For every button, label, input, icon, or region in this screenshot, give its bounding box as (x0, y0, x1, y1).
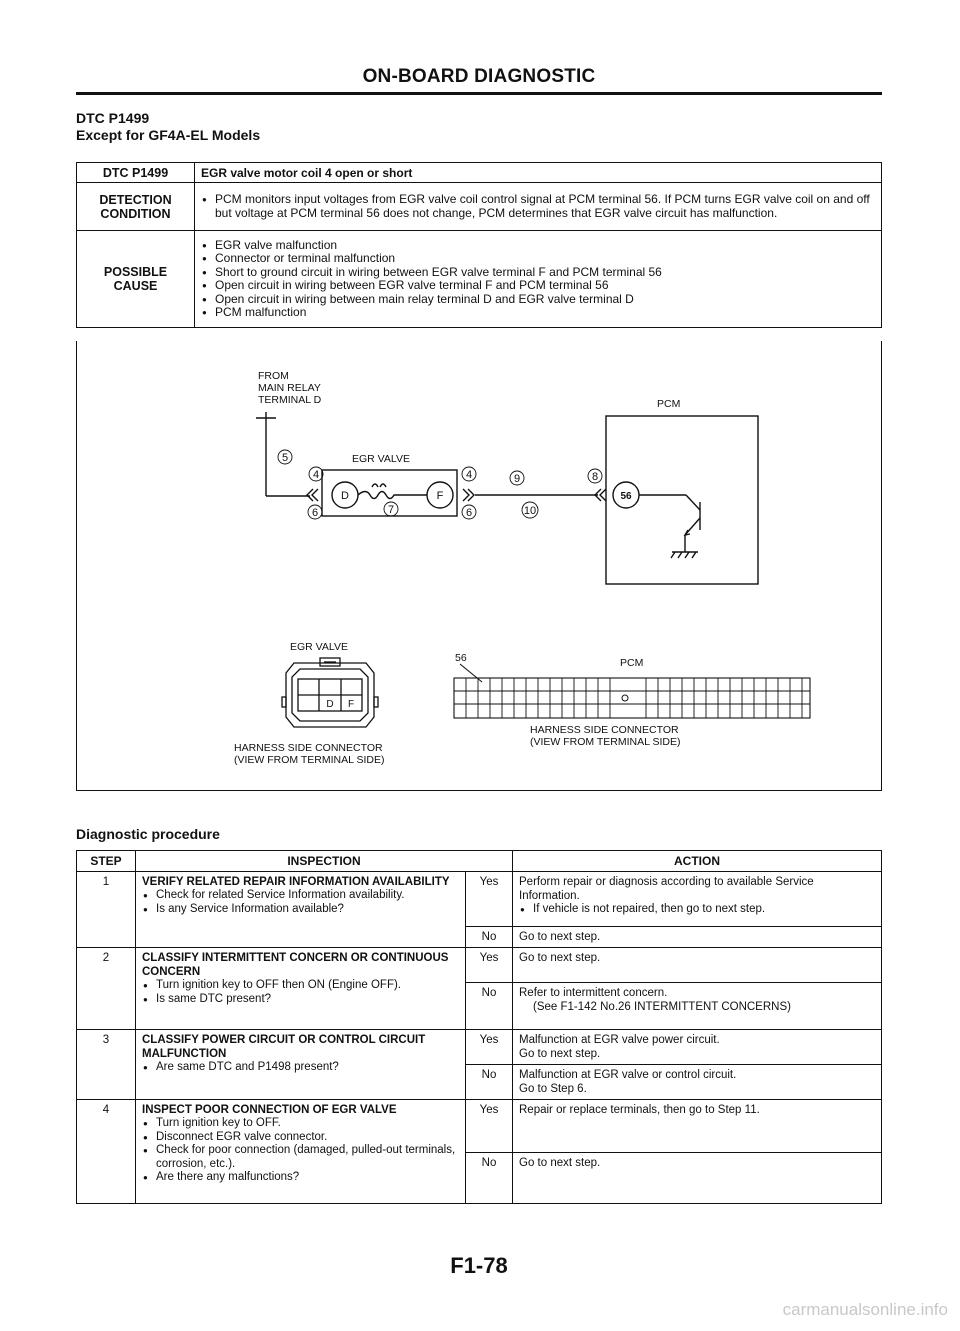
answer-no: No (466, 983, 513, 1030)
egr-pin-f: F (347, 699, 355, 710)
page-header: ON-BOARD DIAGNOSTIC (362, 66, 596, 87)
action-text: Perform repair or diagnosis according to available Service Information. (519, 876, 814, 902)
callout-7: 7 (387, 504, 395, 516)
procedure-title: Diagnostic procedure (76, 826, 220, 842)
action-text: Malfunction at EGR valve or control circuit. (519, 1069, 737, 1081)
action-no (513, 983, 882, 1030)
inspection-item: ● Turn ignition key to OFF. (156, 1117, 459, 1131)
step-inspection (136, 948, 466, 1030)
detection-item: ● PCM monitors input voltages from EGR valve coil control signal at PCM terminal 56. If PCM turns EGR valve coil on and off but voltage at PCM terminal 56 does not change, PCM determines that EGR valve circuit has malfunction. (215, 193, 875, 220)
callout-8: 8 (591, 471, 599, 483)
callout-9: 9 (513, 473, 521, 485)
action-no: Go to next step. (513, 1153, 882, 1204)
answer-no: No (466, 1153, 513, 1204)
step-number: 4 (77, 1100, 136, 1204)
dtc-model-note: Except for GF4A-EL Models (76, 127, 261, 143)
step-number: 1 (77, 872, 136, 948)
egr-terminal-f: F (436, 490, 444, 502)
callout-6b: 6 (465, 507, 473, 519)
answer-no: No (466, 1065, 513, 1100)
action-item: ● If vehicle is not repaired, then go to next step. (533, 903, 875, 917)
inspection-item: ● Check for poor connection (damaged, pulled-out terminals, corrosion, etc.). (156, 1144, 459, 1171)
answer-yes: Yes (466, 948, 513, 983)
inspection-item: ● Is same DTC present? (156, 993, 459, 1007)
pcm-connector-title: PCM (620, 657, 644, 669)
watermark: carmanualsonline.info (782, 1300, 948, 1319)
answer-yes: Yes (466, 1030, 513, 1065)
step-inspection (136, 1030, 466, 1100)
egr-valve-label: EGR VALVE (352, 453, 410, 465)
pcm-caption-2: (VIEW FROM TERMINAL SIDE) (530, 736, 681, 748)
procedure-header-row (77, 851, 882, 872)
action-text: Refer to intermittent concern. (519, 987, 668, 999)
step-number: 3 (77, 1030, 136, 1100)
inspection-item: ● Are same DTC and P1498 present? (156, 1061, 459, 1075)
step-heading: CLASSIFY INTERMITTENT CONCERN OR CONTINUOUS CONCERN (142, 952, 449, 978)
inspection-item: ● Disconnect EGR valve connector. (156, 1131, 459, 1145)
from-label-2: MAIN RELAY (258, 382, 321, 394)
action-yes: Go to next step. (513, 948, 882, 983)
cause-item: ● Connector or terminal malfunction (215, 252, 875, 266)
callout-10: 10 (523, 505, 537, 517)
pcm-connector-caption (530, 724, 681, 748)
egr-terminal-d: D (341, 490, 349, 502)
pcm-connector-drawing (450, 660, 820, 720)
col-step: STEP (77, 851, 136, 872)
from-label-1: FROM (258, 370, 289, 382)
answer-yes: Yes (466, 1100, 513, 1153)
answer-yes: Yes (466, 872, 513, 927)
step-inspection (136, 1100, 466, 1204)
egr-pin-d: D (326, 699, 334, 710)
inspection-item: ● Are there any malfunctions? (156, 1171, 459, 1185)
inspection-item: ● Turn ignition key to OFF then ON (Engine OFF). (156, 979, 459, 993)
detection-label-line2: CONDITION (100, 206, 171, 221)
action-text: Go to Step 6. (519, 1083, 587, 1095)
pcm-connector-pin-label: 56 (455, 652, 467, 664)
cause-item: ● Short to ground circuit in wiring between EGR valve terminal F and PCM terminal 56 (215, 266, 875, 280)
step-row-2 (77, 948, 882, 983)
inspection-item: ● Is any Service Information available? (156, 903, 459, 917)
step-heading: CLASSIFY POWER CIRCUIT OR CONTROL CIRCUIT MALFUNCTION (142, 1034, 426, 1060)
callout-5: 5 (281, 452, 289, 464)
callout-4b: 4 (465, 469, 473, 481)
cause-item: ● PCM malfunction (215, 306, 875, 320)
dtc-code-title: DTC P1499 (76, 110, 150, 126)
inspection-item: ● Check for related Service Information availability. (156, 889, 459, 903)
pcm-caption-1: HARNESS SIDE CONNECTOR (530, 724, 679, 736)
cause-label-line1: POSSIBLE (103, 265, 168, 279)
dtc-code-cell: DTC P1499 (77, 163, 195, 183)
step-row-1 (77, 872, 882, 927)
cause-item: ● Open circuit in wiring between main relay terminal D and EGR valve terminal D (215, 293, 875, 307)
egr-caption-1: HARNESS SIDE CONNECTOR (234, 742, 383, 754)
pcm-terminal-56: 56 (620, 491, 632, 502)
egr-connector-caption (234, 742, 385, 766)
answer-no: No (466, 927, 513, 948)
egr-caption-2: (VIEW FROM TERMINAL SIDE) (234, 754, 385, 766)
cause-item: ● EGR valve malfunction (215, 239, 875, 253)
callout-6a: 6 (311, 507, 319, 519)
action-no (513, 1065, 882, 1100)
cause-item: ● Open circuit in wiring between EGR valve terminal F and PCM terminal 56 (215, 279, 875, 293)
action-text-ref: (See F1-142 No.26 INTERMITTENT CONCERNS) (533, 1001, 791, 1013)
from-main-relay-label (258, 370, 321, 406)
page-number: F1-78 (450, 1253, 508, 1278)
action-yes (513, 872, 882, 927)
action-no: Go to next step. (513, 927, 882, 948)
step-heading: VERIFY RELATED REPAIR INFORMATION AVAILABILITY (142, 876, 450, 888)
action-text: Malfunction at EGR valve power circuit. (519, 1034, 720, 1046)
pcm-label: PCM (657, 398, 681, 410)
procedure-table (76, 850, 882, 1204)
egr-connector-title: EGR VALVE (290, 641, 348, 653)
step-number: 2 (77, 948, 136, 1030)
action-yes (513, 1030, 882, 1065)
step-inspection (136, 872, 466, 948)
from-label-3: TERMINAL D (258, 394, 322, 406)
action-yes: Repair or replace terminals, then go to Step 11. (513, 1100, 882, 1153)
step-heading: INSPECT POOR CONNECTION OF EGR VALVE (142, 1104, 397, 1116)
col-inspection: INSPECTION (136, 851, 513, 872)
egr-connector-drawing (280, 655, 380, 735)
detection-label-line1: DETECTION (99, 192, 172, 207)
action-text: Go to next step. (519, 1048, 601, 1060)
callout-4a: 4 (312, 469, 320, 481)
dtc-description: EGR valve motor coil 4 open or short (195, 163, 882, 183)
step-row-4 (77, 1100, 882, 1153)
step-row-3 (77, 1030, 882, 1065)
col-action: ACTION (513, 851, 882, 872)
cause-label-line2: CAUSE (113, 279, 158, 293)
